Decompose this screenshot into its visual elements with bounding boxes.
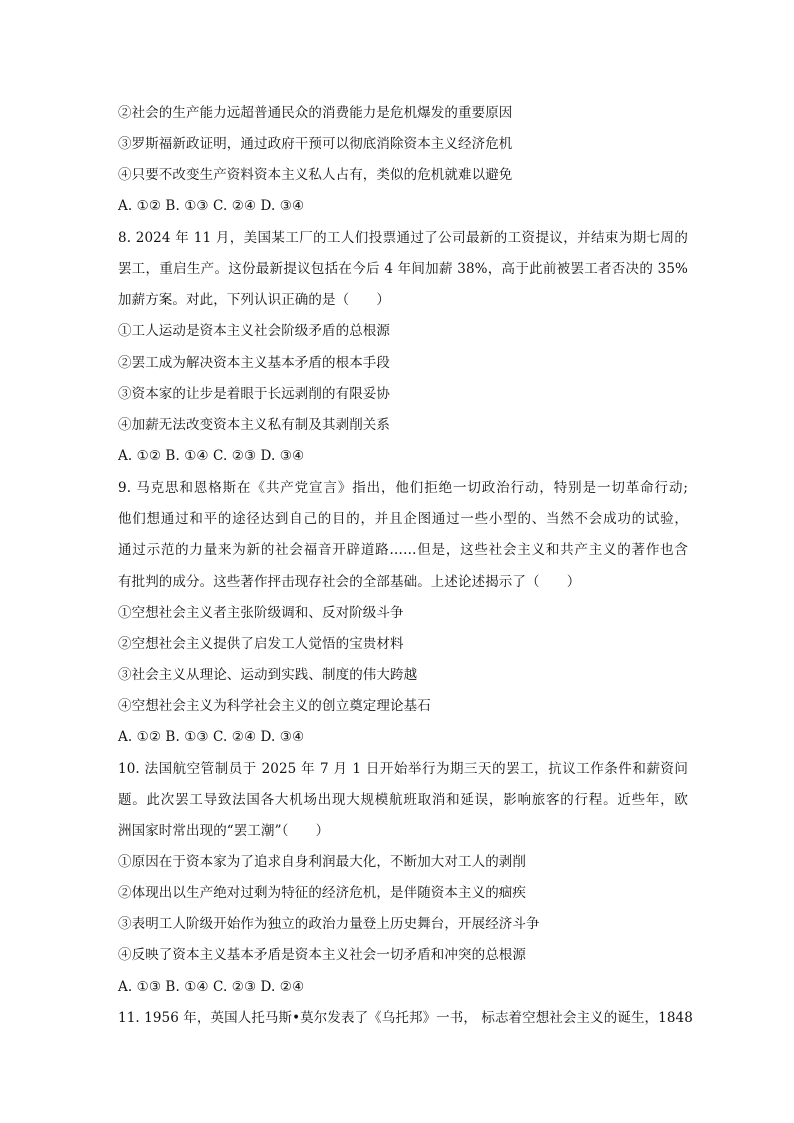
answer-choices: A. ①③ B. ①④ C. ②③ D. ②④ [118, 979, 305, 995]
option-line: ④加薪无法改变资本主义私有制及其剥削关系 [118, 417, 390, 433]
option-line: ②罢工成为解决资本主义基本矛盾的根本手段 [118, 355, 390, 371]
option-line: ④只要不改变生产资料资本主义私人占有，类似的危机就难以避免 [118, 167, 513, 183]
option-line: ②空想社会主义提供了启发工人觉悟的宝贵材料 [118, 636, 404, 652]
question-11-text: 11. 1956 年，英国人托马斯•莫尔发表了《乌托邦》一书， 标志着空想社会主义的诞生，1848 [118, 1010, 693, 1026]
question-9-text: 有批判的成分。这些著作抨击现存社会的全部基础。上述论述揭示了（ ） [118, 574, 581, 590]
question-9-text: 9. 马克思和恩格斯在《共产党宣言》指出，他们拒绝一切政治行动，特别是一切革命行动; [118, 480, 688, 496]
option-line: ②体现出以生产绝对过剩为特征的经济危机，是伴随资本主义的痼疾 [118, 885, 526, 901]
question-9-text: 通过示范的力量来为新的社会福音开辟道路……但是，这些社会主义和共产主义的著作也含 [118, 542, 688, 558]
option-line: ①工人运动是资本主义社会阶级矛盾的总根源 [118, 323, 390, 339]
question-10-text: 10. 法国航空管制员于 2025 年 7 月 1 日开始举行为期三天的罢工，抗议工作条件和薪资问 [118, 761, 688, 777]
answer-choices: A. ①② B. ①③ C. ②④ D. ③④ [118, 198, 305, 214]
option-line: ③表明工人阶级开始作为独立的政治力量登上历史舞台，开展经济斗争 [118, 916, 540, 932]
question-8-text: 8. 2024 年 11 月，美国某工厂的工人们投票通过了公司最新的工资提议，并结束为期七周的 [118, 230, 688, 246]
question-8-text: 加薪方案。对此，下列认识正确的是（ ） [118, 292, 390, 308]
question-9-text: 他们想通过和平的途径达到自己的目的，并且企图通过一些小型的、当然不会成功的试验， [118, 511, 688, 527]
option-line: ③资本家的让步是着眼于长远剥削的有限妥协 [118, 386, 390, 402]
option-line: ①原因在于资本家为了追求自身利润最大化，不断加大对工人的剥削 [118, 854, 526, 870]
option-line: ④反映了资本主义基本矛盾是资本主义社会一切矛盾和冲突的总根源 [118, 947, 526, 963]
question-10-text: 题。此次罢工导致法国各大机场出现大规模航班取消和延误，影响旅客的行程。近些年，欧 [118, 792, 688, 808]
answer-choices: A. ①② B. ①④ C. ②③ D. ③④ [118, 448, 305, 464]
option-line: ③罗斯福新政证明，通过政府干预可以彻底消除资本主义经济危机 [118, 136, 513, 152]
option-line: ②社会的生产能力远超普通民众的消费能力是危机爆发的重要原因 [118, 105, 513, 121]
option-line: ①空想社会主义者主张阶级调和、反对阶级斗争 [118, 605, 404, 621]
option-line: ③社会主义从理论、运动到实践、制度的伟大跨越 [118, 667, 418, 683]
question-8-text: 罢工，重启生产。这份最新提议包括在今后 4 年间加薪 38%，高于此前被罢工者否决的 35% [118, 261, 688, 277]
answer-choices: A. ①② B. ①③ C. ②④ D. ③④ [118, 729, 305, 745]
option-line: ④空想社会主义为科学社会主义的创立奠定理论基石 [118, 698, 431, 714]
question-10-text: 洲国家时常出现的“罢工潮”（ ） [118, 823, 330, 839]
